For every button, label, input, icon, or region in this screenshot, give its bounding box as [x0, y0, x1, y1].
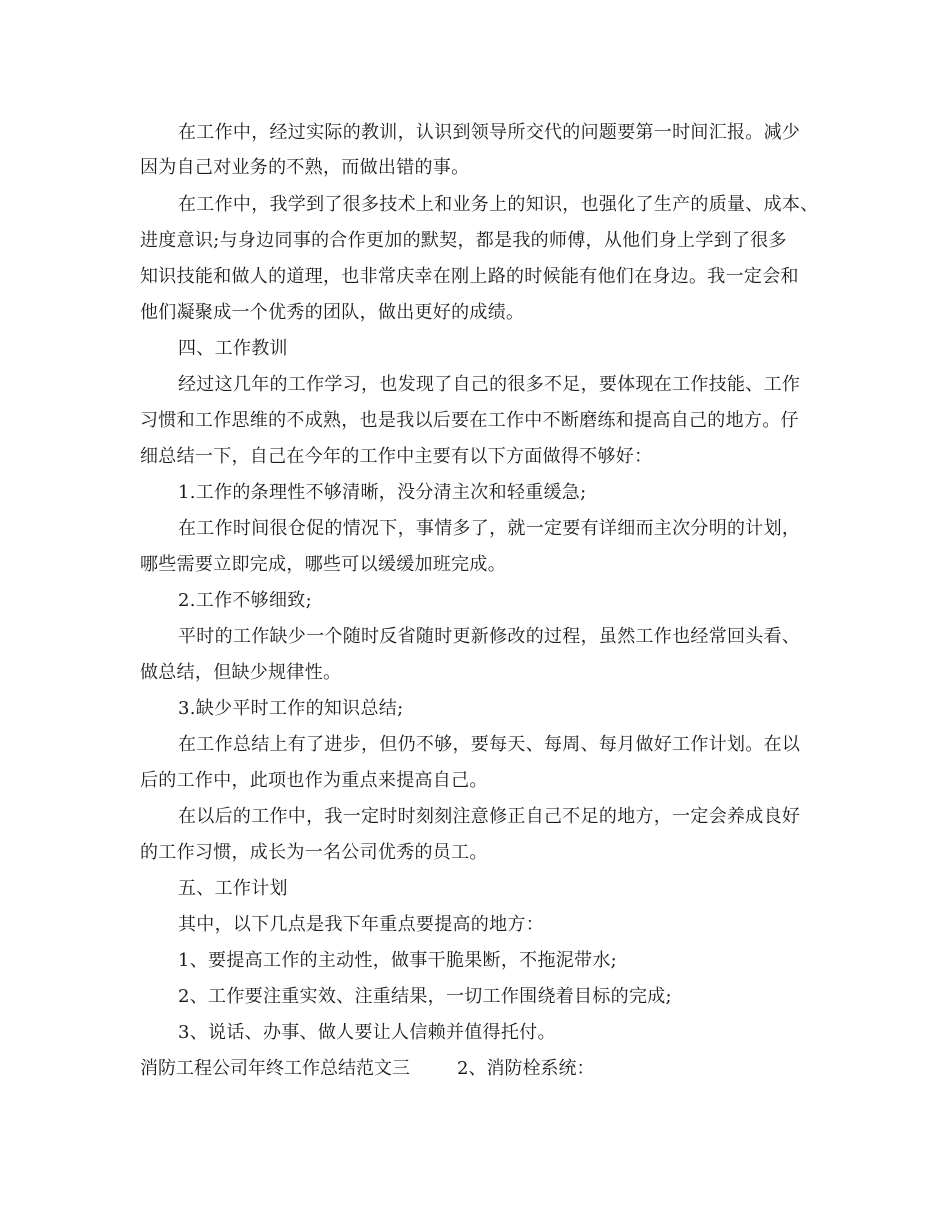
- section-heading: 五、工作计划: [178, 878, 288, 899]
- paragraph-line: 哪些需要立即完成，哪些可以缓缓加班完成。: [140, 554, 506, 575]
- paragraph-line: 因为自己对业务的不熟，而做出错的事。: [140, 157, 470, 178]
- paragraph-line: 其中，以下几点是我下年重点要提高的地方：: [178, 914, 544, 935]
- paragraph-line: 在工作中，我学到了很多技术上和业务上的知识，也强化了生产的质量、成本、: [178, 194, 819, 215]
- paragraph-line: 做总结，但缺少规律性。: [140, 662, 342, 683]
- list-item: 3.缺少平时工作的知识总结;: [178, 698, 404, 719]
- paragraph-line: 细总结一下，自己在今年的工作中主要有以下方面做得不够好：: [140, 446, 653, 467]
- paragraph-line: 在以后的工作中，我一定时时刻刻注意修正自己不足的地方，一定会养成良好: [178, 806, 801, 827]
- list-item: 1、要提高工作的主动性，做事干脆果断，不拖泥带水;: [178, 950, 618, 971]
- paragraph-line: 在工作时间很仓促的情况下，事情多了，就一定要有详细而主次分明的计划，: [178, 518, 801, 539]
- list-item: 1.工作的条理性不够清晰，没分清主次和轻重缓急;: [178, 482, 587, 503]
- paragraph-line: 他们凝聚成一个优秀的团队，做出更好的成绩。: [140, 302, 525, 323]
- paragraph-line: 在工作中，经过实际的教训，认识到领导所交代的问题要第一时间汇报。减少: [178, 122, 801, 143]
- paragraph-line: 知识技能和做人的道理，也非常庆幸在刚上路的时候能有他们在身边。我一定会和: [140, 266, 799, 287]
- next-section-heading: 2、消防栓系统：: [457, 1058, 595, 1079]
- list-item: 3、说话、办事、做人要让人信赖并值得托付。: [178, 1022, 556, 1043]
- paragraph-line: 平时的工作缺少一个随时反省随时更新修改的过程，虽然工作也经常回头看、: [178, 626, 801, 647]
- paragraph-line: 的工作习惯，成长为一名公司优秀的员工。: [140, 842, 488, 863]
- list-item: 2.工作不够细致;: [178, 590, 312, 611]
- section-heading: 四、工作教训: [178, 338, 288, 359]
- paragraph-line: 进度意识;与身边同事的合作更加的默契，都是我的师傅，从他们身上学到了很多: [140, 230, 787, 251]
- paragraph-line: 在工作总结上有了进步，但仍不够，要每天、每周、每月做好工作计划。在以: [178, 734, 801, 755]
- paragraph-line: 习惯和工作思维的不成熟，也是我以后要在工作中不断磨练和提高自己的地方。仔: [140, 410, 799, 431]
- paragraph-line: 后的工作中，此项也作为重点来提高自己。: [140, 770, 488, 791]
- paragraph-line: 经过这几年的工作学习，也发现了自己的很多不足，要体现在工作技能、工作: [178, 374, 801, 395]
- list-item: 2、工作要注重实效、注重结果，一切工作围绕着目标的完成;: [178, 986, 672, 1007]
- document-title: 消防工程公司年终工作总结范文三: [140, 1058, 410, 1079]
